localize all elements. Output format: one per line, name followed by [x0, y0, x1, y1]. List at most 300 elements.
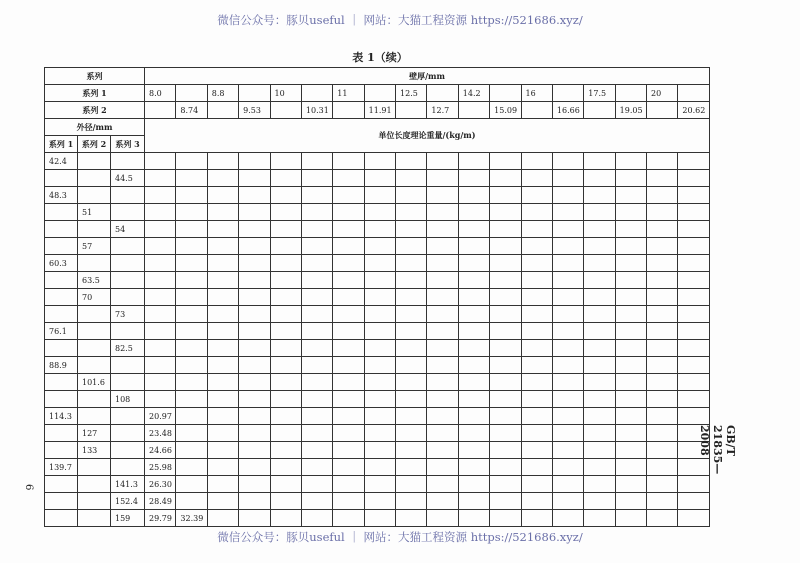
weight-cell: 24.66 — [145, 442, 176, 459]
weight-cell — [521, 289, 552, 306]
weight-cell — [490, 374, 521, 391]
table-row — [45, 306, 710, 323]
weight-cell — [458, 204, 489, 221]
weight-cell — [396, 306, 427, 323]
weight-cell — [333, 204, 364, 221]
weight-cell — [270, 510, 301, 527]
outer-diameter-cell — [111, 425, 145, 442]
weight-cell — [364, 323, 395, 340]
weight-cell — [552, 357, 583, 374]
outer-diameter-cell — [45, 425, 78, 442]
weight-cell — [364, 374, 395, 391]
weight-cell — [584, 510, 615, 527]
weight-cell — [552, 272, 583, 289]
weight-cell — [333, 408, 364, 425]
weight-cell — [490, 493, 521, 510]
outer-diameter-cell — [45, 476, 78, 493]
table-row — [45, 476, 710, 493]
series2-thickness-cell: 20.62 — [678, 102, 710, 119]
weight-cell — [584, 255, 615, 272]
weight-cell — [584, 459, 615, 476]
weight-cell — [301, 323, 332, 340]
outer-diameter-cell: 54 — [111, 221, 145, 238]
weight-cell — [647, 357, 678, 374]
weight-cell — [207, 476, 238, 493]
weight-cell — [396, 408, 427, 425]
series1-thickness-cell: 10 — [270, 85, 301, 102]
weight-cell — [647, 476, 678, 493]
weight-cell — [615, 459, 646, 476]
weight-cell — [521, 459, 552, 476]
series2-thickness-cell — [333, 102, 364, 119]
weight-cell — [333, 442, 364, 459]
outer-diameter-cell: 139.7 — [45, 459, 78, 476]
weight-cell — [239, 408, 270, 425]
weight-cell — [427, 170, 458, 187]
weight-cell — [270, 255, 301, 272]
weight-cell — [427, 391, 458, 408]
weight-cell — [458, 170, 489, 187]
weight-cell — [552, 255, 583, 272]
outer-diameter-cell: 152.4 — [111, 493, 145, 510]
weight-cell — [396, 221, 427, 238]
weight-cell — [270, 425, 301, 442]
weight-cell — [207, 340, 238, 357]
weight-cell — [270, 221, 301, 238]
weight-cell — [207, 459, 238, 476]
weight-cell — [615, 476, 646, 493]
weight-cell — [176, 238, 207, 255]
outer-diameter-cell — [45, 306, 78, 323]
weight-cell — [176, 323, 207, 340]
series2-thickness-cell — [647, 102, 678, 119]
outer-diameter-cell — [111, 204, 145, 221]
weight-cell — [176, 170, 207, 187]
weight-cell — [176, 442, 207, 459]
weight-cell — [270, 340, 301, 357]
weight-cell — [458, 459, 489, 476]
weight-cell — [521, 323, 552, 340]
outer-diameter-cell — [111, 153, 145, 170]
weight-cell — [270, 170, 301, 187]
outer-diameter-cell: 51 — [78, 204, 111, 221]
weight-cell — [584, 306, 615, 323]
weight-cell — [427, 425, 458, 442]
weight-cell — [239, 374, 270, 391]
weight-cell — [458, 391, 489, 408]
outer-diameter-cell — [111, 238, 145, 255]
table-row — [45, 425, 710, 442]
weight-cell — [396, 153, 427, 170]
weight-cell — [145, 340, 176, 357]
outer-diameter-cell — [78, 391, 111, 408]
weight-cell — [396, 459, 427, 476]
od-col-series3: 系列 3 — [111, 136, 145, 153]
weight-cell — [396, 238, 427, 255]
weight-cell — [333, 391, 364, 408]
weight-cell — [458, 374, 489, 391]
weight-cell — [521, 442, 552, 459]
weight-cell: 28.49 — [145, 493, 176, 510]
table-row — [45, 153, 710, 170]
weight-cell — [584, 374, 615, 391]
weight-cell — [678, 238, 710, 255]
table-row — [45, 221, 710, 238]
weight-cell — [239, 357, 270, 374]
weight-cell — [615, 238, 646, 255]
outer-diameter-cell — [78, 408, 111, 425]
outer-diameter-cell — [78, 459, 111, 476]
weight-cell — [521, 391, 552, 408]
table-row — [45, 272, 710, 289]
weight-cell — [176, 408, 207, 425]
outer-diameter-cell: 76.1 — [45, 323, 78, 340]
weight-cell — [647, 340, 678, 357]
weight-cell — [458, 323, 489, 340]
weight-cell — [647, 238, 678, 255]
weight-cell — [615, 323, 646, 340]
table-row — [45, 255, 710, 272]
outer-diameter-cell: 141.3 — [111, 476, 145, 493]
weight-cell — [521, 306, 552, 323]
weight-cell: 29.79 — [145, 510, 176, 527]
weight-cell — [521, 425, 552, 442]
weight-cell — [301, 510, 332, 527]
weight-cell — [584, 323, 615, 340]
weight-cell — [490, 255, 521, 272]
weight-cell — [207, 272, 238, 289]
weight-cell — [207, 493, 238, 510]
weight-cell — [615, 510, 646, 527]
weight-cell — [458, 476, 489, 493]
weight-cell — [207, 425, 238, 442]
outer-diameter-cell — [111, 374, 145, 391]
weight-cell — [270, 153, 301, 170]
weight-cell — [239, 459, 270, 476]
weight-cell — [364, 204, 395, 221]
weight-cell — [364, 459, 395, 476]
weight-cell — [270, 357, 301, 374]
weight-cell — [239, 340, 270, 357]
weight-cell — [615, 374, 646, 391]
weight-cell — [364, 510, 395, 527]
weight-cell — [145, 357, 176, 374]
series2-thickness-cell: 11.91 — [364, 102, 395, 119]
weight-cell — [176, 187, 207, 204]
outer-diameter-cell: 101.6 — [78, 374, 111, 391]
weight-cell — [364, 153, 395, 170]
outer-diameter-cell — [45, 374, 78, 391]
weight-cell — [678, 374, 710, 391]
weight-cell — [333, 238, 364, 255]
weight-cell — [145, 221, 176, 238]
weight-cell — [458, 187, 489, 204]
table-row — [45, 357, 710, 374]
weight-cell — [270, 187, 301, 204]
weight-cell — [176, 272, 207, 289]
weight-cell — [301, 204, 332, 221]
weight-cell — [396, 170, 427, 187]
outer-diameter-cell — [78, 170, 111, 187]
weight-cell — [521, 510, 552, 527]
weight-cell — [615, 391, 646, 408]
series1-thickness-cell — [552, 85, 583, 102]
weight-cell — [615, 187, 646, 204]
outer-diameter-cell: 108 — [111, 391, 145, 408]
weight-cell — [301, 442, 332, 459]
weight-cell — [615, 204, 646, 221]
weight-cell — [176, 289, 207, 306]
weight-cell — [552, 442, 583, 459]
weight-cell — [301, 374, 332, 391]
weight-cell — [270, 306, 301, 323]
weight-cell — [239, 493, 270, 510]
outer-diameter-cell: 88.9 — [45, 357, 78, 374]
outer-diameter-cell: 159 — [111, 510, 145, 527]
table-row — [45, 289, 710, 306]
outer-diameter-cell — [45, 510, 78, 527]
table-row — [45, 187, 710, 204]
weight-cell — [239, 187, 270, 204]
weight-cell — [270, 442, 301, 459]
weight-cell — [615, 425, 646, 442]
od-col-series2: 系列 2 — [78, 136, 111, 153]
table-row — [45, 238, 710, 255]
weight-cell — [427, 204, 458, 221]
weight-cell — [584, 476, 615, 493]
series1-label: 系列 1 — [45, 85, 145, 102]
weight-cell — [239, 510, 270, 527]
series1-thickness-cell: 20 — [647, 85, 678, 102]
series2-label: 系列 2 — [45, 102, 145, 119]
weight-cell — [678, 289, 710, 306]
outer-diameter-cell: 127 — [78, 425, 111, 442]
weight-cell — [490, 510, 521, 527]
weight-cell — [364, 187, 395, 204]
weight-cell — [458, 306, 489, 323]
weight-cell — [584, 391, 615, 408]
weight-cell — [647, 170, 678, 187]
series1-thickness-cell: 8.0 — [145, 85, 176, 102]
weight-cell — [270, 459, 301, 476]
weight-cell — [333, 289, 364, 306]
series2-thickness-cell — [521, 102, 552, 119]
weight-cell — [333, 170, 364, 187]
weight-cell — [301, 187, 332, 204]
weight-cell — [207, 170, 238, 187]
weight-cell: 26.30 — [145, 476, 176, 493]
weight-cell — [490, 476, 521, 493]
weight-cell — [239, 255, 270, 272]
outer-diameter-cell — [78, 255, 111, 272]
outer-diameter-cell: 48.3 — [45, 187, 78, 204]
weight-cell — [396, 391, 427, 408]
weight-cell — [333, 476, 364, 493]
weight-cell — [333, 357, 364, 374]
weight-cell — [521, 221, 552, 238]
outer-diameter-cell: 42.4 — [45, 153, 78, 170]
series2-thickness-cell — [584, 102, 615, 119]
weight-cell — [647, 493, 678, 510]
weight-cell — [270, 272, 301, 289]
weight-cell — [615, 357, 646, 374]
weight-cell — [584, 204, 615, 221]
outer-diameter-cell — [111, 255, 145, 272]
weight-cell — [584, 187, 615, 204]
weight-cell — [176, 374, 207, 391]
weight-cell — [584, 289, 615, 306]
weight-cell — [458, 153, 489, 170]
weight-cell — [552, 476, 583, 493]
weight-cell — [145, 374, 176, 391]
weight-cell — [647, 442, 678, 459]
weight-cell — [584, 493, 615, 510]
weight-cell — [552, 238, 583, 255]
weight-cell — [396, 442, 427, 459]
weight-cell: 25.98 — [145, 459, 176, 476]
weight-cell — [301, 153, 332, 170]
weight-cell — [490, 221, 521, 238]
weight-cell — [615, 408, 646, 425]
weight-cell — [678, 306, 710, 323]
weight-cell — [145, 289, 176, 306]
weight-cell — [584, 221, 615, 238]
weight-cell — [521, 170, 552, 187]
outer-diameter-cell — [78, 476, 111, 493]
series2-thickness-cell — [396, 102, 427, 119]
weight-cell — [364, 425, 395, 442]
weight-cell — [396, 493, 427, 510]
weight-cell — [364, 221, 395, 238]
weight-cell — [364, 493, 395, 510]
weight-cell — [615, 272, 646, 289]
weight-cell — [584, 442, 615, 459]
weight-cell — [176, 357, 207, 374]
weight-cell — [333, 340, 364, 357]
weight-cell — [490, 442, 521, 459]
wall-thickness-header: 壁厚/mm — [145, 68, 710, 85]
weight-cell — [552, 289, 583, 306]
weight-cell — [239, 204, 270, 221]
weight-cell — [364, 476, 395, 493]
outer-diameter-cell — [111, 357, 145, 374]
weight-cell — [521, 493, 552, 510]
weight-cell — [270, 289, 301, 306]
outer-diameter-cell — [45, 272, 78, 289]
weight-cell — [615, 289, 646, 306]
weight-cell — [301, 357, 332, 374]
weight-cell: 32.39 — [176, 510, 207, 527]
weight-cell — [145, 170, 176, 187]
weight-cell — [615, 255, 646, 272]
table-row — [45, 442, 710, 459]
weight-cell — [490, 306, 521, 323]
weight-cell — [301, 425, 332, 442]
outer-diameter-cell — [111, 459, 145, 476]
weight-cell — [647, 510, 678, 527]
weight-cell — [678, 272, 710, 289]
weight-cell — [207, 323, 238, 340]
weight-cell — [207, 442, 238, 459]
weight-cell — [678, 170, 710, 187]
weight-cell — [239, 391, 270, 408]
weight-cell — [239, 323, 270, 340]
series2-thickness-cell — [270, 102, 301, 119]
outer-diameter-cell — [45, 340, 78, 357]
outer-diameter-cell: 44.5 — [111, 170, 145, 187]
weight-cell — [270, 476, 301, 493]
weight-cell — [301, 340, 332, 357]
weight-cell — [396, 323, 427, 340]
weight-cell — [364, 255, 395, 272]
weight-cell — [647, 272, 678, 289]
weight-cell — [678, 493, 710, 510]
weight-cell — [301, 493, 332, 510]
weight-cell — [396, 374, 427, 391]
weight-cell — [552, 221, 583, 238]
weight-cell — [678, 187, 710, 204]
weight-cell — [458, 340, 489, 357]
weight-cell — [458, 255, 489, 272]
weight-cell — [427, 289, 458, 306]
weight-cell: 20.97 — [145, 408, 176, 425]
weight-cell — [521, 340, 552, 357]
outer-diameter-cell: 133 — [78, 442, 111, 459]
weight-cell — [458, 442, 489, 459]
weight-cell — [364, 408, 395, 425]
table-row — [45, 374, 710, 391]
weight-cell — [207, 306, 238, 323]
weight-cell — [678, 221, 710, 238]
weight-cell — [207, 357, 238, 374]
weight-cell — [145, 255, 176, 272]
outer-diameter-cell — [111, 272, 145, 289]
weight-cell — [427, 238, 458, 255]
weight-cell — [678, 408, 710, 425]
outer-diameter-cell — [45, 289, 78, 306]
weight-cell — [647, 187, 678, 204]
weight-cell — [490, 459, 521, 476]
weight-cell — [552, 340, 583, 357]
weight-cell — [333, 374, 364, 391]
weight-cell — [490, 153, 521, 170]
weight-cell — [176, 153, 207, 170]
weight-cell — [490, 357, 521, 374]
watermark-top: 微信公众号：豚贝useful ｜ 网站：大猫工程资源 https://521686.xyz/ — [217, 13, 583, 27]
weight-cell — [333, 459, 364, 476]
weight-cell — [647, 204, 678, 221]
weight-cell — [207, 255, 238, 272]
outer-diameter-cell — [78, 357, 111, 374]
series1-thickness-cell: 11 — [333, 85, 364, 102]
weight-cell — [458, 221, 489, 238]
outer-diameter-cell — [45, 170, 78, 187]
series1-thickness-cell: 17.5 — [584, 85, 615, 102]
weight-cell — [396, 357, 427, 374]
weight-cell — [490, 272, 521, 289]
weight-cell — [458, 238, 489, 255]
weight-cell — [333, 510, 364, 527]
table-row — [45, 493, 710, 510]
weight-cell — [647, 408, 678, 425]
weight-cell — [301, 170, 332, 187]
weight-cell — [552, 153, 583, 170]
weight-cell — [207, 289, 238, 306]
weight-cell — [584, 340, 615, 357]
table-row — [45, 340, 710, 357]
table-row — [45, 170, 710, 187]
weight-cell — [490, 425, 521, 442]
